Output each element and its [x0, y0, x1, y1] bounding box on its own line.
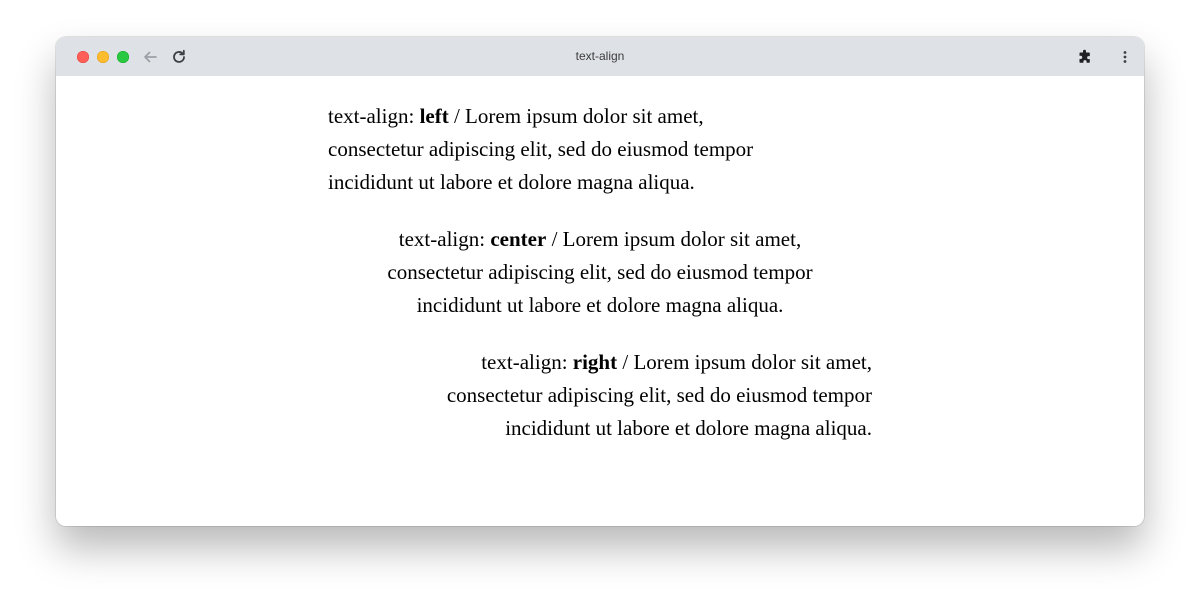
browser-window: [56, 37, 1144, 526]
extensions-button[interactable]: [1075, 47, 1095, 67]
paragraph-keyword: left: [419, 104, 449, 128]
paragraph-prefix: text-align:: [481, 350, 573, 374]
paragraph-text: consectetur adipiscing elit, sed do eiusmod tempor: [387, 260, 813, 284]
paragraph-text: incididunt ut labore et dolore magna aliqua.: [416, 293, 784, 317]
puzzle-icon: [1077, 49, 1093, 65]
paragraph-text: consectetur adipiscing elit, sed do eiusmod tempor: [328, 137, 754, 161]
paragraph-right-aligned: [328, 346, 872, 445]
paragraph-text: incididunt ut labore et dolore magna aliqua.: [505, 416, 872, 440]
paragraph-text: incididunt ut labore et dolore magna aliqua.: [328, 170, 695, 194]
paragraph-keyword: center: [490, 227, 547, 251]
title-bar: [56, 37, 1144, 76]
paragraph-prefix: text-align:: [328, 104, 420, 128]
page-content: [56, 76, 1144, 526]
more-vertical-icon: [1117, 49, 1133, 65]
paragraph-text: / Lorem ipsum dolor sit amet,: [546, 227, 802, 251]
paragraph-prefix: text-align:: [398, 227, 491, 251]
paragraph-center-aligned: [328, 223, 872, 322]
paragraph-left-aligned: [328, 100, 872, 199]
window-title: text-align: [575, 49, 625, 63]
paragraph-text: consectetur adipiscing elit, sed do eiusmod tempor: [446, 383, 872, 407]
paragraph-keyword: right: [572, 350, 618, 374]
more-menu-button[interactable]: [1115, 47, 1135, 67]
paragraph-text: / Lorem ipsum dolor sit amet,: [448, 104, 704, 128]
paragraph-text: / Lorem ipsum dolor sit amet,: [617, 350, 872, 374]
